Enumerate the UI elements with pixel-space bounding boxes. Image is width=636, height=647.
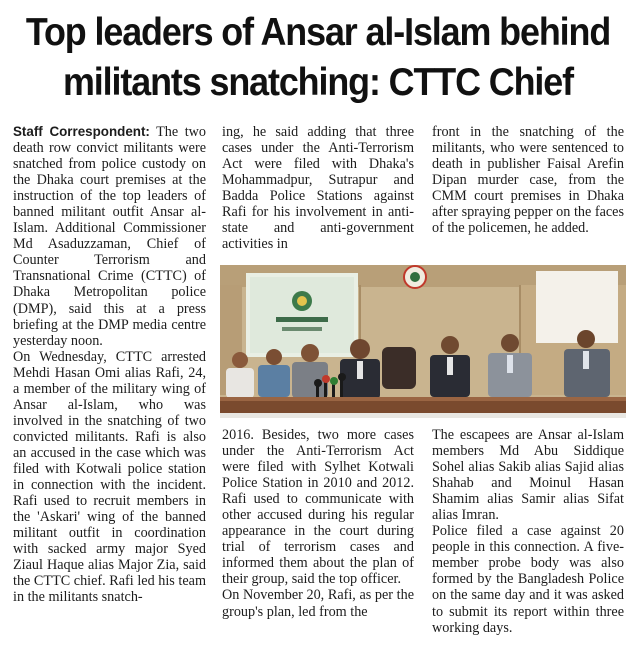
article-column-3-top [432, 124, 624, 236]
article-column-1 [13, 124, 206, 605]
headline-line-1: Top leaders of Ansar al-Islam behind [25, 11, 611, 54]
article-column-2-bottom [222, 427, 414, 620]
byline: Staff Correspondent: [13, 124, 150, 139]
paragraph-probe: Police filed a case against 20 people in this connection. A five-member probe body was also formed by the Bangladesh Police on the same day and it was asked to submit its report within three working days. [432, 523, 624, 636]
paragraph-arrest: On Wednesday, CTTC arrested Mehdi Hasan Omi alias Rafi, 24, a member of the military wing of Ansar al-Islam, who was involved in the snatching of two convicted militants. Rafi is also an accused in the case which was filed with Kotwali police station in connection with the incident. Rafi used to recruit members in the 'Askari' wing of the banned militant outfit in coordination with sacked army major Syed Ziaul Haque alias Major Zia, said the CTTC chief. Rafi led his team in the militants snatch- [13, 348, 206, 606]
intro-text: The two death row convict militants were snatched from police custody on the Dhaka court premises at the instruction of the top leaders of banned militant outfit Ansar al-Islam. Additional Commissioner Md Asaduzzaman, Chief of Counter Terrorism and Transnational Crime (CTTC) of Dhaka Metropolitan police (DMP), said this at a press briefing at the DMP media centre yesterday noon. [13, 124, 206, 349]
press-briefing-illustration [220, 265, 626, 418]
paragraph-november: On November 20, Rafi, as per the group's plan, led from the [222, 587, 414, 620]
headline-line-2: militants snatching: CTTC Chief [63, 61, 573, 104]
paragraph-sylhet-cases: 2016. Besides, two more cases under the Anti-Terrorism Act were filed with Sylhet Kotwali Police Station in 2010 and 2012. Rafi used to communicate with other accused during his regular appearance in the court during trial of terrorism cases and informed them about the plan of their group, said the top officer. [222, 427, 414, 588]
press-briefing-photo [220, 265, 626, 418]
article-column-3-bottom [432, 427, 624, 636]
paragraph-cases: ing, he said adding that three cases under the Anti-Terrorism Act were filed with Dhaka's Mohammadpur, Sutrapur and Badda Police Stations against Rafi for his involvement in anti-state and anti-government activities in [222, 124, 414, 253]
paragraph-escapees: The escapees are Ansar al-Islam members Md Abu Siddique Sohel alias Sakib alias Sajid alias Shahab and Moinul Hasan Shamim alias Samir alias Sifat alias Imran. [432, 427, 624, 524]
article-column-2-top [222, 124, 414, 252]
paragraph-snatching: front in the snatching of the militants, who were sentenced to death in publisher Faisal Arefin Dipan murder case, from the CMM court premises in Dhaka after spraying pepper on the faces of the policemen, he added. [432, 124, 624, 237]
headline [25, 8, 610, 108]
intro-paragraph [13, 124, 206, 349]
